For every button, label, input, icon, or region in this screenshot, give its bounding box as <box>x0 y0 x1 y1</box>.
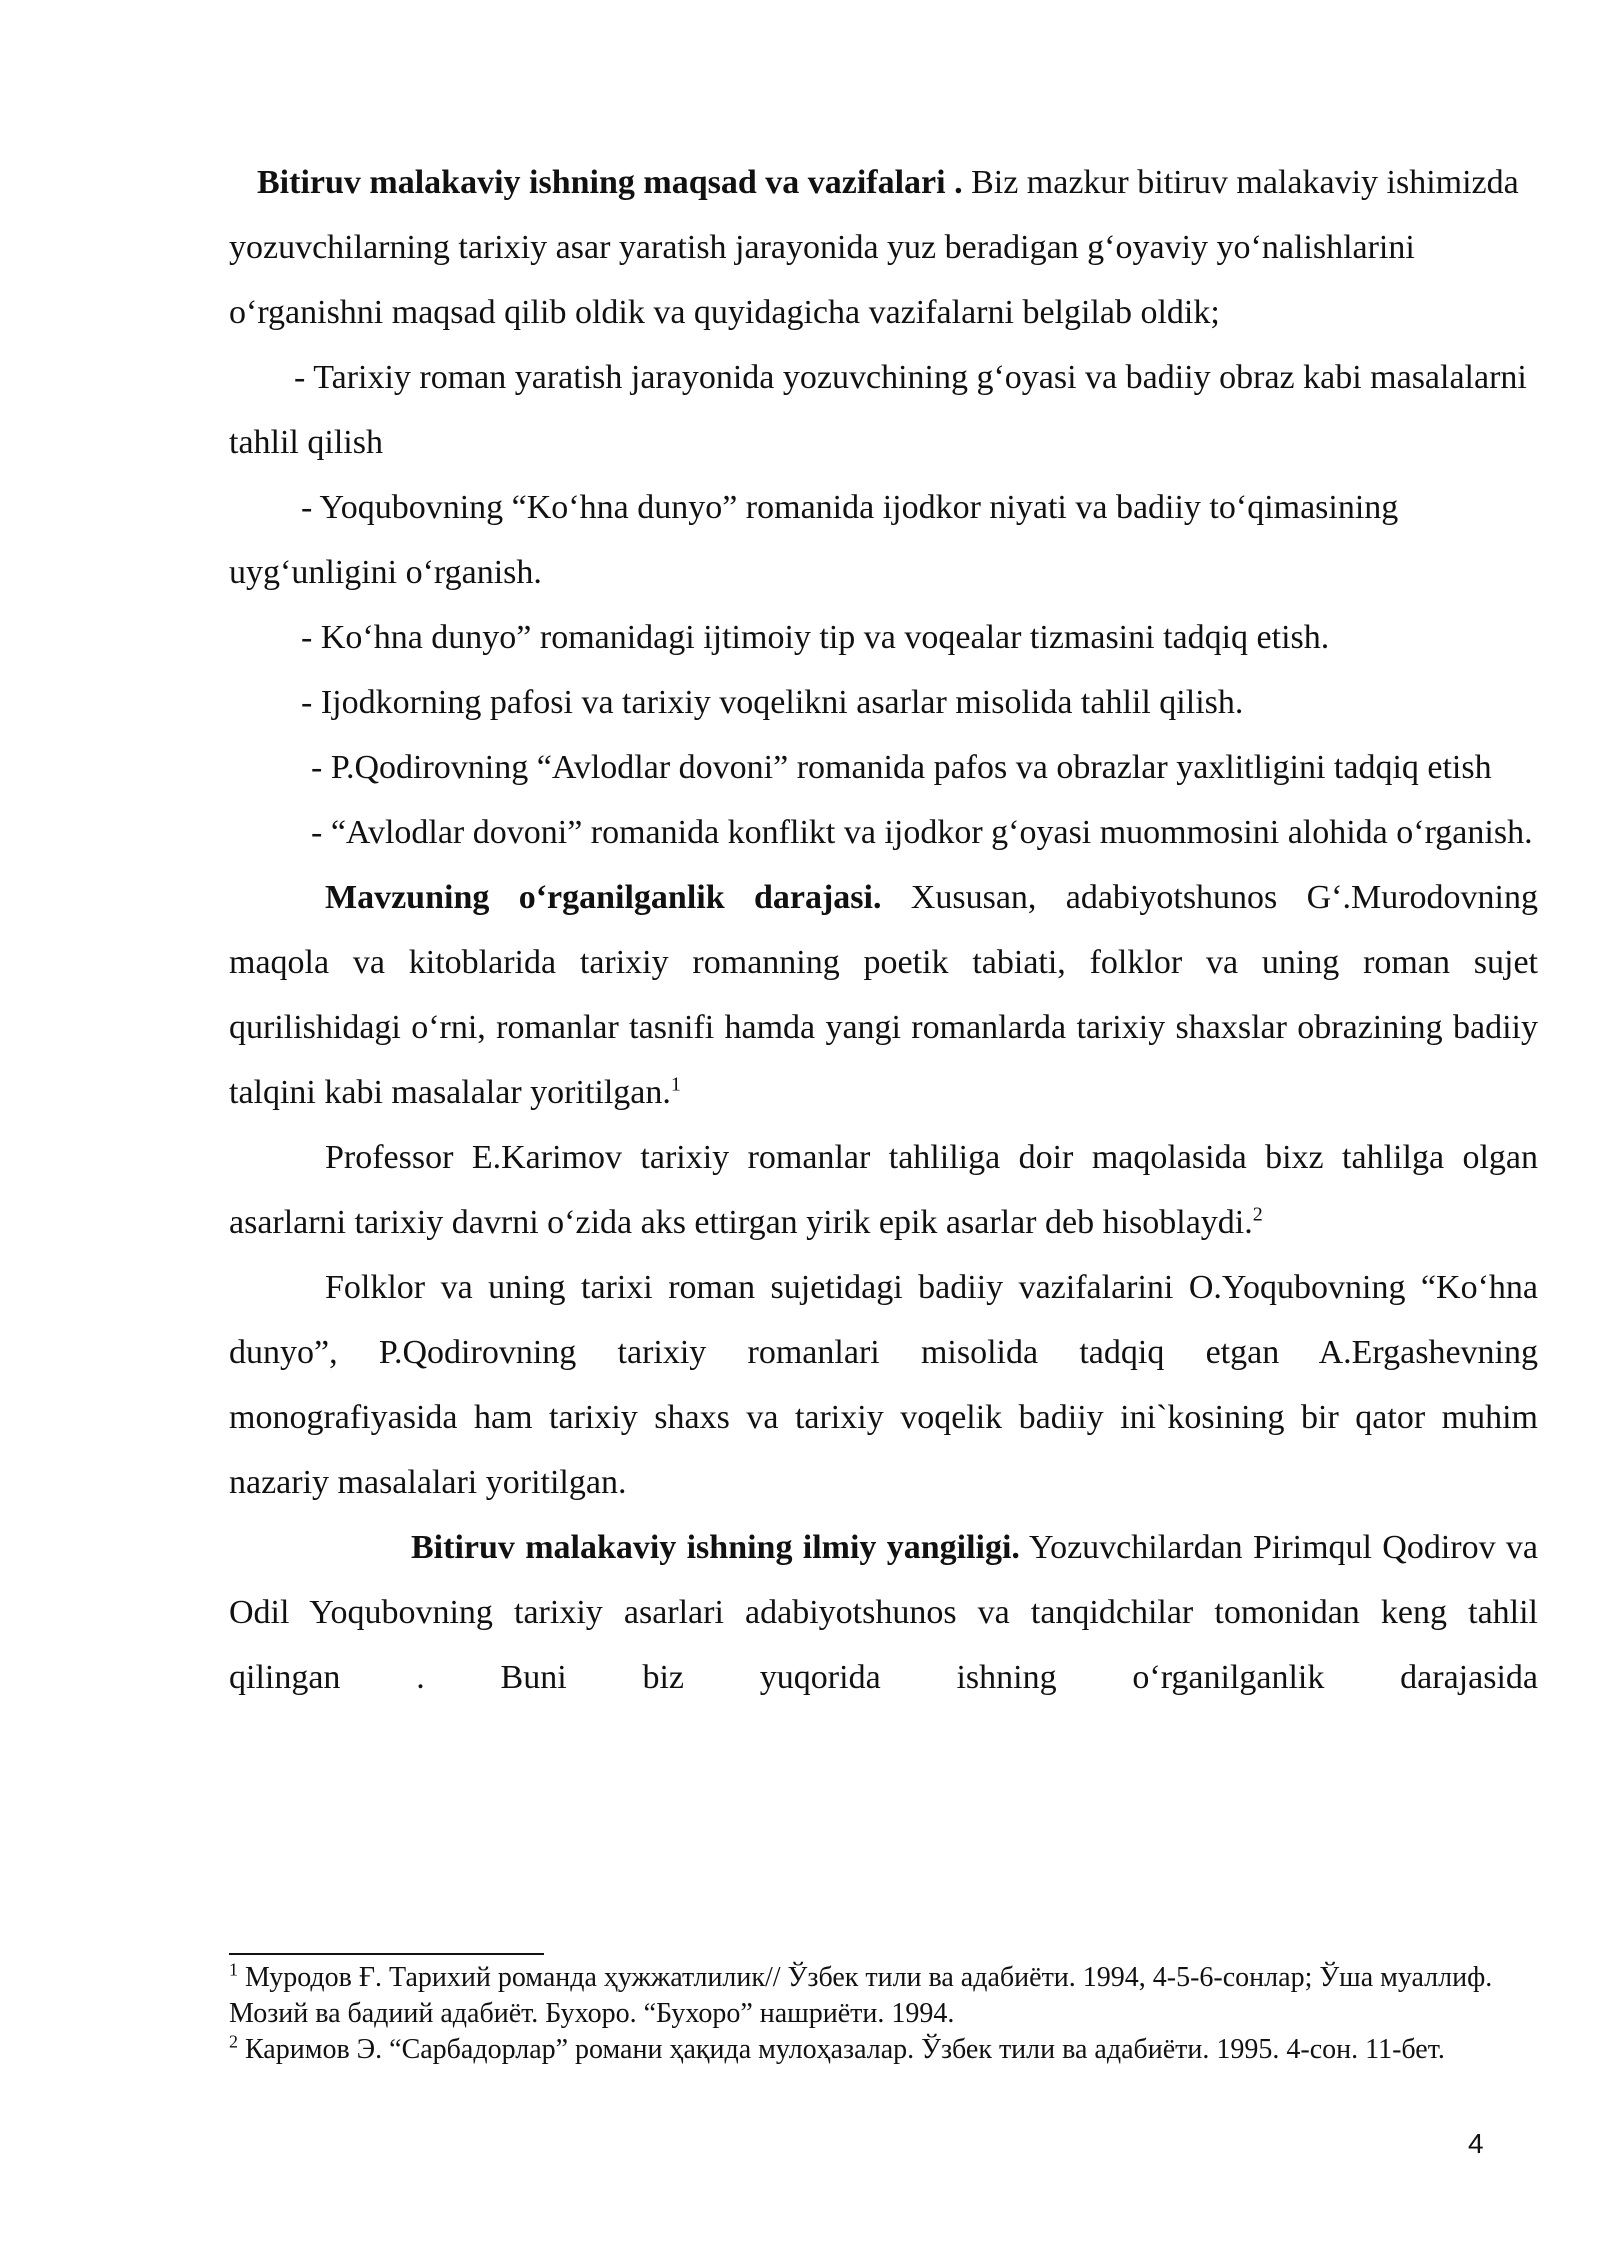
footnote-mark-1: 1 <box>229 1959 238 1980</box>
footnote-text-1: Муродов Ғ. Тарихий романда ҳужжатлилик// Ўзбек тили ва адабиёти. 1994, 4-5-6-сонлар; Ўша муаллиф. Мозий ва бадиий адабиёт. Бухоро. “Бухоро” нашриёти. 1994. <box>229 1962 1493 2029</box>
study-level-text: Xususan, adabiyotshunos G‘.Murodovning maqola va kitoblarida tarixiy romanning poetik tabiati, folklor va uning roman sujet qurilishidagi o‘rni, romanlar tasnifi hamda yangi romanlarda tarixiy shaxslar obrazining badiiy talqini kabi masalalar yoritilgan. <box>229 879 1539 1111</box>
body-text <box>229 150 1538 1710</box>
heading-aim: Bitiruv malakaviy ishning maqsad va vazifalari . <box>257 164 963 201</box>
task-item-2: - Yoqubovning “Ko‘hna dunyo” romanida ijodkor niyati va badiiy to‘qimasining uyg‘unligini o‘rganish. <box>229 489 1399 591</box>
page-number: 4 <box>1468 2128 1484 2159</box>
paragraph-folklore: Folklor va uning tarixi roman sujetidagi badiiy vazifalarini O.Yoqubovning “Ko‘hna dunyo”, P.Qodirovning tarixiy romanlari misolida tadqiq etgan A.Ergashevning monografiyasida ham tarixiy shaxs va tarixiy voqelik badiiy ini`kosining bir qator muhim nazariy masalalari yoritilgan. <box>229 1269 1538 1501</box>
task-item-1: - Tarixiy roman yaratish jarayonida yozuvchining g‘oyasi va badiiy obraz kabi masalalarni tahlil qilish <box>229 359 1527 461</box>
footnote-mark-2: 2 <box>229 2031 238 2052</box>
karimov-text: Professor E.Karimov tarixiy romanlar tahliliga doir maqolasida bixz tahlilga olgan asarlarni tarixiy davrni o‘zida aks ettirgan yirik epik asarlar deb hisoblaydi. <box>229 1139 1538 1241</box>
heading-novelty: Bitiruv malakaviy ishning ilmiy yangiligi. <box>411 1529 1020 1566</box>
footnotes <box>229 1960 1529 2068</box>
aim-text: Biz mazkur bitiruv malakaviy ishimizda yozuvchilarning tarixiy asar yaratish jarayonida yuz beradigan g‘oyaviy yo‘nalishlarini o‘rganishni maqsad qilib oldik va quyidagicha vazifalarni belgilab oldik; <box>229 164 1519 331</box>
novelty-text: Yozuvchilardan Pirimqul Qodirov va Odil Yoqubovning tarixiy asarlari adabiyotshunos va tanqidchilar tomonidan keng tahlil qilingan . Buni biz yuqorida ishning o‘rganilganlik darajasida <box>229 1529 1538 1696</box>
paragraph-novelty <box>229 1515 1538 1710</box>
footnote-1 <box>229 1960 1529 2032</box>
task-item-3: - Ko‘hna dunyo” romanidagi ijtimoiy tip va voqealar tizmasini tadqiq etish. <box>301 619 1330 656</box>
heading-study-level: Mavzuning o‘rganilganlik darajasi. <box>325 879 882 916</box>
footnote-ref-1[interactable]: 1 <box>670 1073 681 1096</box>
task-item-5: - P.Qodirovning “Avlodlar dovoni” romanida pafos va obrazlar yaxlitligini tadqiq etish <box>311 749 1492 786</box>
paragraph-karimov <box>229 1125 1538 1255</box>
footnote-ref-2[interactable]: 2 <box>1252 1203 1263 1226</box>
footnote-separator <box>229 1953 544 1955</box>
footnote-text-2: Каримов Э. “Сарбадорлар” романи ҳақида мулоҳазалар. Ўзбек тили ва адабиёти. 1995. 4-сон. 11-бет. <box>238 2034 1445 2065</box>
paragraph-aim <box>229 150 1538 345</box>
footnote-2 <box>229 2032 1529 2068</box>
task-item-4: - Ijodkorning pafosi va tarixiy voqelikni asarlar misolida tahlil qilish. <box>301 684 1244 721</box>
paragraph-study-level <box>229 865 1538 1125</box>
task-item-6: - “Avlodlar dovoni” romanida konflikt va ijodkor g‘oyasi muommosini alohida o‘rganish. <box>311 814 1533 851</box>
